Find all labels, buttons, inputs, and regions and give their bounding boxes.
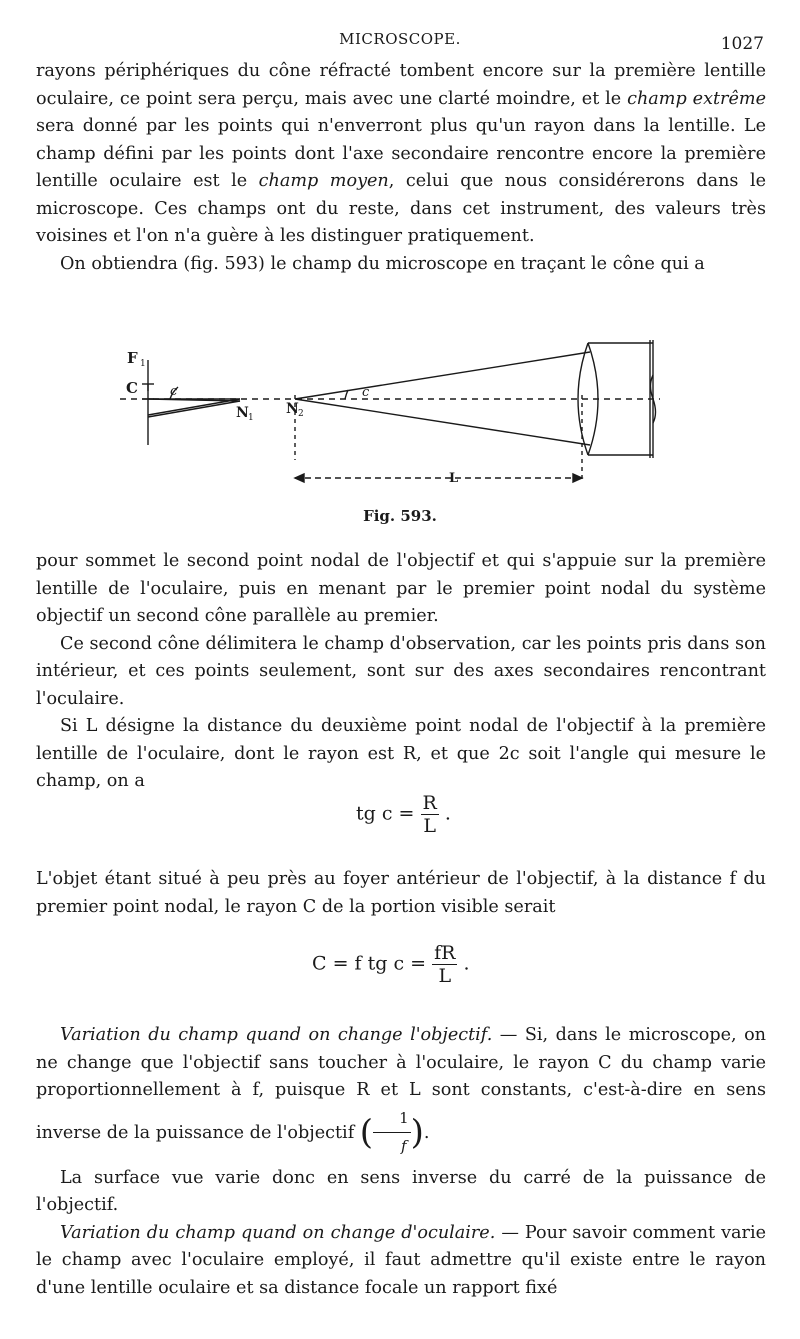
- paragraph-second-cone: Ce second cône délimitera le champ d'observation, car les points pris dans son intérieur, et ces points seulement, sont sur des axes secondaires rencontrant l'oculaire.: [36, 633, 766, 709]
- label-N1-sub: 1: [248, 413, 254, 423]
- paragraph-fig-intro: On obtiendra (fig. 593) le champ du microscope en traçant le cône qui a: [60, 253, 705, 274]
- formula2-end: .: [463, 952, 470, 975]
- label-F1-sub: 1: [140, 359, 146, 369]
- formula-tg-c: [356, 792, 451, 837]
- formula2-lhs: C = f tg c =: [312, 952, 427, 975]
- para7-end: .: [423, 1122, 430, 1143]
- para1-italic-champ-extreme: champ extrême: [627, 88, 766, 109]
- page-number: 1027: [720, 34, 764, 54]
- formula2-denominator: L: [438, 965, 452, 987]
- figure-caption: Fig. 593.: [363, 507, 437, 525]
- formula1-lhs: tg c =: [356, 802, 415, 825]
- cone2-lower-ray: [295, 399, 590, 445]
- paragraph-surface-vue: La surface vue varie donc en sens inverse du carré de la puissance de l'objectif.: [36, 1167, 766, 1215]
- para9-text: — Pour savoir comment varie le champ avec l'oculaire employé, il faut admettre qu'il existe entre le rayon d'une lentille oculaire et sa distance focale un rapport fixé: [36, 1222, 766, 1298]
- para1-text-2: sera donné par les points qui n'enverront plus qu'un rayon dans la lentille. Le champ défini par les points dont l'axe secondaire rencontre encore la première lentille oculaire est le: [36, 116, 766, 191]
- section-variation-objectif: Variation du champ quand on change l'objectif. — Si, dans le microscope, on ne change que l'objectif sans toucher à l'oculaire, le rayon C du champ varie proportionnellement à f, puisque R et L sont constants, c'est-à-dire en sens inverse de la puissance de l'objectif ( $\frac{1}{f}$ ). La surface vue varie donc en sens inverse du carré de la puissance de l'objectif. Variation du champ quand on change d'oculaire. — Pour savoir comment varie le champ avec l'oculaire employé, il faut admettre qu'il existe entre le rayon d'une lentille oculaire et sa distance focale un rapport fixé: [36, 1025, 766, 1298]
- label-N2: N: [286, 401, 299, 417]
- para1-italic-champ-moyen: champ moyen: [258, 171, 389, 191]
- label-c-angle-1: c: [170, 384, 178, 399]
- label-C: C: [126, 379, 138, 397]
- figure-593-diagram: [100, 335, 700, 535]
- label-L: L: [449, 471, 459, 486]
- section-title-objectif: Variation du champ quand on change l'objectif.: [60, 1025, 493, 1045]
- paragraph-objet-situe: L'objet étant situé à peu près au foyer antérieur de l'objectif, à la distance f du premier point nodal, le rayon C de la portion visible serait: [36, 869, 766, 917]
- paragraph-cone-sommet: pour sommet le second point nodal de l'objectif et qui s'appuie sur la première lentille de l'oculaire, puis en menant par le premier point nodal du système objectif un second cône parallèle au premier.: [36, 551, 766, 626]
- para7-fraction: [373, 1105, 411, 1161]
- section-title-oculaire: Variation du champ quand on change d'oculaire.: [60, 1222, 496, 1243]
- formula2-fraction: [432, 942, 457, 987]
- formula1-numerator: R: [422, 792, 437, 814]
- paragraph-definition-L: Si L désigne la distance du deuxième point nodal de l'objectif à la première lentille de l'oculaire, dont le rayon est R, et que 2c soit l'angle qui mesure le champ, on a: [36, 716, 766, 791]
- cone2-upper-ray: [295, 352, 590, 399]
- para7-fraction-den: f: [401, 1137, 407, 1155]
- running-title: MICROSCOPE.: [339, 30, 461, 48]
- label-N2-sub: 2: [298, 409, 304, 419]
- formula1-denominator: L: [423, 815, 436, 837]
- paragraphs-cone-description: [36, 548, 766, 796]
- paragraph-object-position: [36, 866, 766, 921]
- para7-fraction-num: 1: [373, 1105, 411, 1134]
- formula1-end: .: [444, 802, 451, 825]
- label-c-angle-2: c: [362, 385, 370, 400]
- formula2-numerator: fR: [434, 942, 456, 964]
- page-header: [0, 30, 800, 54]
- label-F1: F: [127, 349, 138, 367]
- formula-C: [312, 942, 470, 987]
- label-N1: N: [236, 405, 249, 421]
- para1-text-3: , celui que nous considérerons dans le microscope. Ces champs ont du reste, dans cet instrument, des valeurs très voisines et l'on n'a guère à les distinguer pratiquement.: [36, 171, 767, 246]
- formula1-fraction: [421, 792, 439, 837]
- paragraph-champ-definitions: [36, 58, 766, 278]
- para7-text: — Si, dans le microscope, on ne change que l'objectif sans toucher à l'oculaire, le rayon C du champ varie proportionnellement à f, puisque R et L sont constants, c'est-à-dire en sens inverse de la puissance de l'objectif: [36, 1025, 766, 1143]
- para1-text-1: rayons périphériques du cône réfracté tombent encore sur la première lentille oculaire, ce point sera perçu, mais avec une clarté moindre, et le: [36, 61, 766, 109]
